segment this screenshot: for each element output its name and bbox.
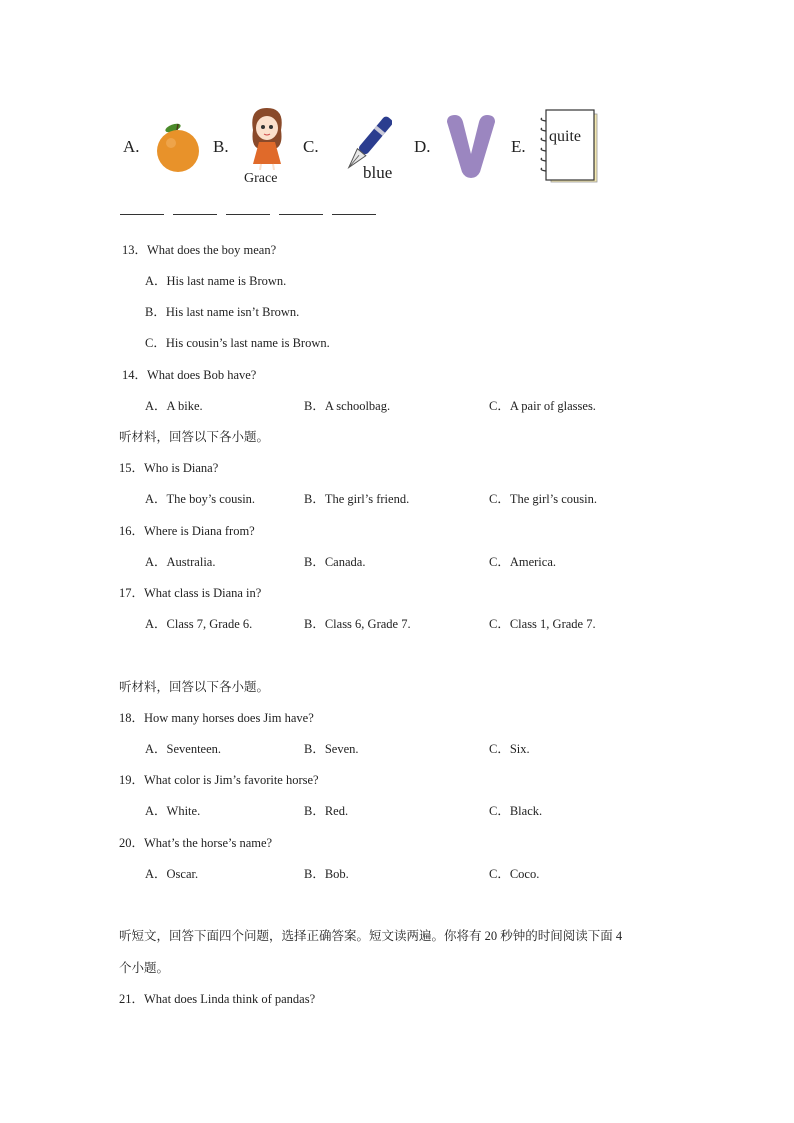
question-text: 20．What’s the horse’s name? [119,836,273,850]
option-letter-b: B. [213,137,229,156]
option-letter-a: A. [123,137,140,156]
option-a[interactable]: A．White. [145,804,201,818]
option-c[interactable]: C．Class 1, Grade 7. [489,617,596,631]
option-a[interactable]: A．The boy’s cousin. [145,492,256,506]
option-b[interactable]: B．Bob. [304,867,349,881]
option-a[interactable]: A．Seventeen. [145,742,222,756]
orange-icon [153,118,203,174]
girl-icon [245,104,289,170]
option-c[interactable]: C．A pair of glasses. [489,399,596,413]
letter-v-icon [444,114,498,180]
answer-blank[interactable] [332,214,376,215]
section-instruction: 听材料，回答以下各小题。 [119,430,270,444]
caption-blue: blue [363,163,393,182]
caption-grace: Grace [244,171,278,186]
question-text: 13．What does the boy mean? [122,243,277,257]
question-text: 15．Who is Diana? [119,461,219,475]
option-a[interactable]: A．Australia. [145,555,216,569]
option-c[interactable]: C．Coco. [489,867,540,881]
option-a[interactable]: A．Oscar. [145,867,199,881]
section-instruction: 听材料，回答以下各小题。 [119,680,270,694]
caption-quite: quite [549,128,581,145]
option-letter-e: E. [511,137,526,156]
option-a[interactable]: A．A bike. [145,399,203,413]
question-text: 19．What color is Jim’s favorite horse? [119,773,319,787]
option-b[interactable]: B．Red. [304,804,349,818]
option-b[interactable]: B．The girl’s friend. [304,492,410,506]
option-a[interactable]: A．Class 7, Grade 6. [145,617,253,631]
option-c[interactable]: C．His cousin’s last name is Brown. [145,336,330,350]
option-c[interactable]: C．Black. [489,804,543,818]
option-letter-c: C. [303,137,319,156]
answer-blank[interactable] [279,214,323,215]
notebook-icon [537,106,601,186]
question-text: 14．What does Bob have? [122,368,257,382]
answer-blank[interactable] [120,214,164,215]
question-text: 21．What does Linda think of pandas? [119,992,316,1006]
option-letter-d: D. [414,137,431,156]
section-instruction-cont: 个小题。 [119,961,170,975]
question-text: 17．What class is Diana in? [119,586,262,600]
option-b[interactable]: B．Canada. [304,555,366,569]
answer-blank[interactable] [226,214,270,215]
option-a[interactable]: A．His last name is Brown. [145,274,287,288]
question-text: 18．How many horses does Jim have? [119,711,314,725]
question-text: 16．Where is Diana from? [119,524,255,538]
option-c[interactable]: C．America. [489,555,556,569]
option-c[interactable]: C．The girl’s cousin. [489,492,597,506]
section-instruction: 听短文，回答下面四个问题，选择正确答案。短文读两遍。你将有 20 秒钟的时间阅读下面 4 [119,929,623,943]
option-b[interactable]: B．Seven. [304,742,359,756]
option-b[interactable]: B．Class 6, Grade 7. [304,617,411,631]
option-b[interactable]: B．His last name isn’t Brown. [145,305,300,319]
option-c[interactable]: C．Six. [489,742,530,756]
option-b[interactable]: B．A schoolbag. [304,399,391,413]
answer-blank[interactable] [173,214,217,215]
